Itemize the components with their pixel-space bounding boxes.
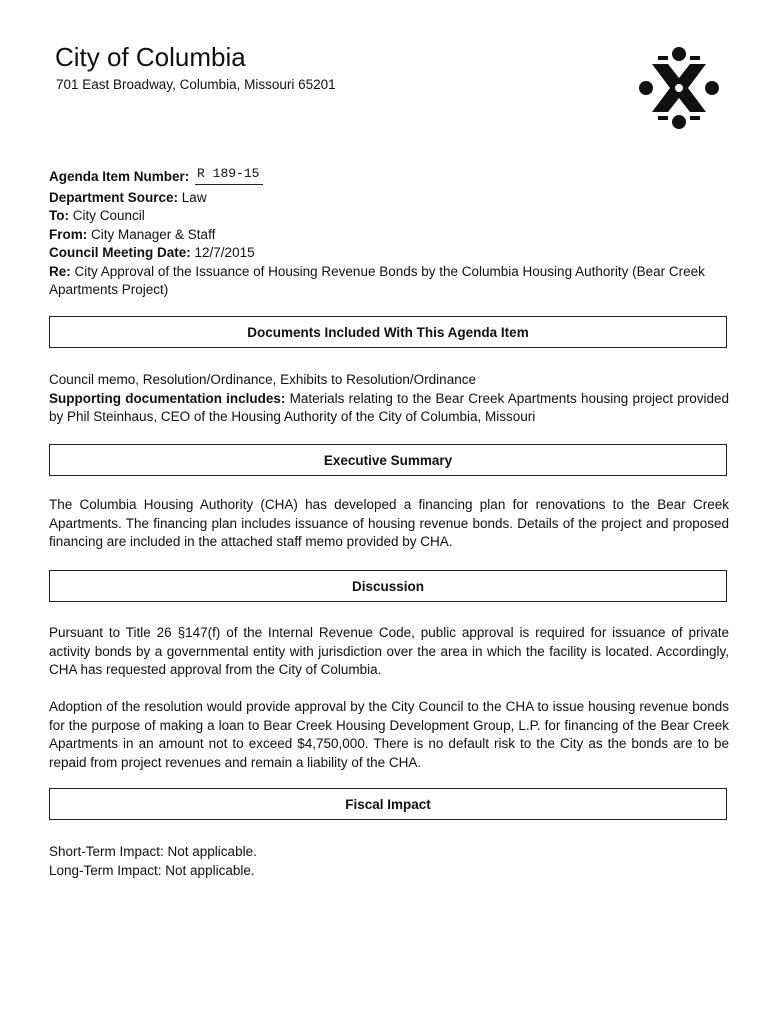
supporting-label: Supporting documentation includes: [49,390,286,406]
department-row [49,189,729,208]
executive-summary-heading: Executive Summary [323,452,453,468]
executive-summary-heading-box [49,444,727,476]
documents-heading-box [49,316,727,348]
city-address: 701 East Broadway, Columbia, Missouri 65201 [56,77,336,92]
discussion-heading-box [49,570,727,602]
documents-list: Council memo, Resolution/Ordinance, Exhibits to Resolution/Ordinance [49,372,476,387]
fiscal-impact-section [49,843,729,880]
short-term-impact: Short-Term Impact: Not applicable. [49,844,257,859]
from-row [49,226,729,245]
discussion-paragraph-2: Adoption of the resolution would provide approval by the City Council to the CHA to issue housing revenue bonds for the purpose of making a loan to Bear Creek Housing Development Group, L.P. for financing of the Bear Creek Apartments in an amount not to exceed $4,750,000. There is no default risk to the City as the bonds are to be repaid from project revenues and remain a liability of the CHA. [49,699,729,770]
re-label: Re: [49,263,71,279]
agenda-number-value: R 189-15 [195,165,263,185]
discussion-paragraph-1: Pursuant to Title 26 §147(f) of the Internal Revenue Code, public approval is required for issuance of private activity bonds by a governmental entity with jurisdiction over the area in which the facility is located. Accordingly, CHA has requested approval from the City of Columbia. [49,625,729,677]
discussion-heading: Discussion [351,578,425,594]
long-term-impact: Long-Term Impact: Not applicable. [49,862,255,878]
to-label: To: [49,208,69,223]
agenda-meta [49,168,729,300]
department-label: Department Source: [49,189,179,205]
agenda-number-row [49,168,729,189]
documents-heading: Documents Included With This Agenda Item [247,324,529,340]
meeting-date-label: Council Meeting Date: [49,245,191,260]
city-name: City of Columbia [55,42,246,72]
supporting-text: Materials relating to the Bear Creek Apartments housing project provided by Phil Steinhaus, CEO of the Housing Authority of the City of Columbia, Missouri [49,390,729,424]
fiscal-impact-heading-box [49,788,727,820]
re-value: City Approval of the Issuance of Housing Revenue Bonds by the Columbia Housing Authority (Bear Creek Apartments Project) [49,263,705,297]
documents-section [49,371,729,427]
re-row [49,263,729,300]
to-row [49,207,729,226]
agenda-number-label: Agenda Item Number: [49,169,190,184]
from-value: City Manager & Staff [91,226,216,242]
city-logo-icon [638,44,720,130]
to-value: City Council [72,208,145,223]
fiscal-impact-heading: Fiscal Impact [345,796,431,812]
meeting-date-row [49,244,729,263]
meeting-date-value: 12/7/2015 [194,245,255,260]
from-label: From: [49,226,88,242]
department-value: Law [181,189,207,205]
executive-summary-text: The Columbia Housing Authority (CHA) has developed a financing plan for renovations to the Bear Creek Apartments. The financing plan includes issuance of housing revenue bonds. Details of the project and proposed financing are included in the attached staff memo provided by CHA. [49,497,729,549]
